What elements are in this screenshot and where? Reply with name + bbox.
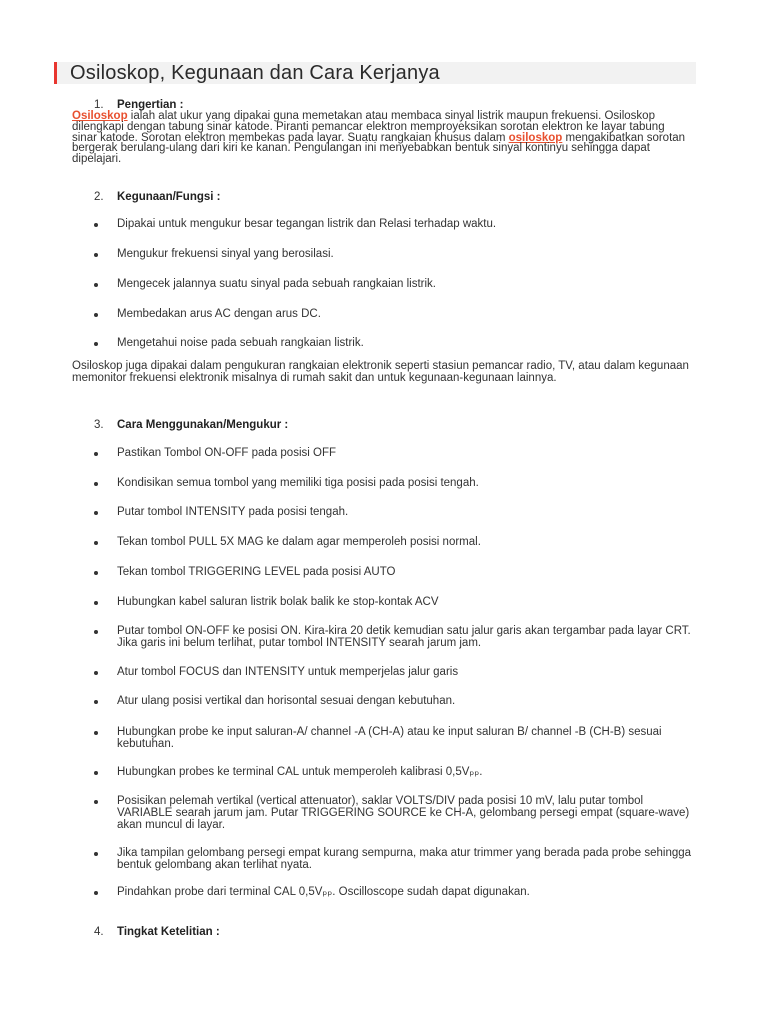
section-3-heading: Cara Menggunakan/Mengukur : — [117, 419, 289, 431]
section-1-paragraph — [72, 111, 692, 165]
list-item: Putar tombol INTENSITY pada posisi tengah. — [117, 506, 349, 518]
bullet-dot — [94, 342, 98, 346]
bullet-dot — [94, 313, 98, 317]
section-1-heading: Pengertian : — [117, 99, 184, 111]
osiloskop-link-2[interactable]: osiloskop — [508, 131, 563, 144]
section-3-number: 3. — [94, 419, 104, 431]
list-item: Posisikan pelemah vertikal (vertical attenuator), saklar VOLTS/DIV pada posisi 10 mV, lalu putar tombol VARIABLE searah jarum jam. Putar TRIGGERING SOURCE ke CH-A, gelombang persegi empat (square-wave) akan muncul di layar. — [117, 795, 690, 831]
bullet-dot — [94, 511, 98, 515]
list-item: Mengecek jalannya suatu sinyal pada sebuah rangkaian listrik. — [117, 278, 437, 290]
section-4-heading: Tingkat Ketelitian : — [117, 926, 220, 938]
section-2-heading: Kegunaan/Fungsi : — [117, 191, 221, 203]
section-1-number: 1. — [94, 99, 104, 111]
list-item: Hubungkan probes ke terminal CAL untuk memperoleh kalibrasi 0,5Vₚₚ. — [117, 766, 483, 778]
list-item: Hubungkan kabel saluran listrik bolak balik ke stop-kontak ACV — [117, 596, 439, 608]
bullet-dot — [94, 283, 98, 287]
bullet-dot — [94, 671, 98, 675]
bullet-dot — [94, 223, 98, 227]
section-1-text-1: ialah alat ukur yang dipakai guna memetakan atau membaca sinyal listrik maupun frekuensi. Osiloskop dilengkapi dengan tabung sinar katode. Piranti pemancar elektron memproyeksikan sorotan elektron ke layar tabung sinar katode. Sorotan elektron membekas pada layar. Suatu rangkaian khusus dalam — [72, 110, 665, 144]
osiloskop-link-1[interactable]: Osiloskop — [72, 110, 128, 122]
list-item: Membedakan arus AC dengan arus DC. — [117, 308, 321, 320]
bullet-dot — [94, 482, 98, 486]
bullet-dot — [94, 601, 98, 605]
section-4-number: 4. — [94, 926, 104, 938]
list-item: Mengetahui noise pada sebuah rangkaian listrik. — [117, 337, 364, 349]
bullet-dot — [94, 852, 98, 856]
list-item: Atur tombol FOCUS dan INTENSITY untuk memperjelas jalur garis — [117, 666, 459, 678]
list-item: Pindahkan probe dari terminal CAL 0,5Vₚₚ. Oscilloscope sudah dapat digunakan. — [117, 886, 530, 898]
bullet-dot — [94, 253, 98, 257]
section-1-text-2: mengakibatkan sorotan bergerak berulang-ulang dari kiri ke kanan. Pengulangan ini menyebabkan bentuk sinyal kontinyu sehingga dapat dipelajari. — [72, 131, 686, 166]
list-item: Mengukur frekuensi sinyal yang berosilasi. — [117, 248, 334, 260]
bullet-dot — [94, 800, 98, 804]
list-item: Tekan tombol PULL 5X MAG ke dalam agar memperoleh posisi normal. — [117, 536, 481, 548]
section-2-number: 2. — [94, 191, 104, 203]
list-item: Hubungkan probe ke input saluran-A/ channel -A (CH-A) atau ke input saluran B/ channel -B (CH-B) sesuai kebutuhan. — [117, 726, 662, 750]
list-item: Kondisikan semua tombol yang memiliki tiga posisi pada posisi tengah. — [117, 477, 479, 489]
page-title: Osiloskop, Kegunaan dan Cara Kerjanya — [70, 62, 440, 84]
bullet-dot — [94, 771, 98, 775]
bullet-dot — [94, 571, 98, 575]
bullet-dot — [94, 731, 98, 735]
bullet-dot — [94, 630, 98, 634]
bullet-dot — [94, 700, 98, 704]
list-item: Atur ulang posisi vertikal dan horisontal sesuai dengan kebutuhan. — [117, 695, 456, 707]
bullet-dot — [94, 891, 98, 895]
list-item: Pastikan Tombol ON-OFF pada posisi OFF — [117, 447, 336, 459]
title-accent-bar — [54, 62, 57, 84]
list-item: Dipakai untuk mengukur besar tegangan listrik dan Relasi terhadap waktu. — [117, 218, 497, 230]
list-item: Putar tombol ON-OFF ke posisi ON. Kira-kira 20 detik kemudian satu jalur garis akan tergambar pada layar CRT. Jika garis ini belum terlihat, putar tombol INTENSITY searah jarum jam. — [117, 625, 691, 649]
list-item: Jika tampilan gelombang persegi empat kurang sempurna, maka atur trimmer yang berada pada probe sehingga bentuk gelombang akan terlihat nyata. — [117, 847, 692, 871]
bullet-dot — [94, 452, 98, 456]
list-item: Tekan tombol TRIGGERING LEVEL pada posisi AUTO — [117, 566, 396, 578]
section-2-after-paragraph: Osiloskop juga dipakai dalam pengukuran rangkaian elektronik seperti stasiun pemancar radio, TV, atau dalam kegunaan memonitor frekuensi elektronik misalnya di rumah sakit dan untuk kegunaan-kegunaan lainnya. — [72, 360, 689, 384]
bullet-dot — [94, 541, 98, 545]
